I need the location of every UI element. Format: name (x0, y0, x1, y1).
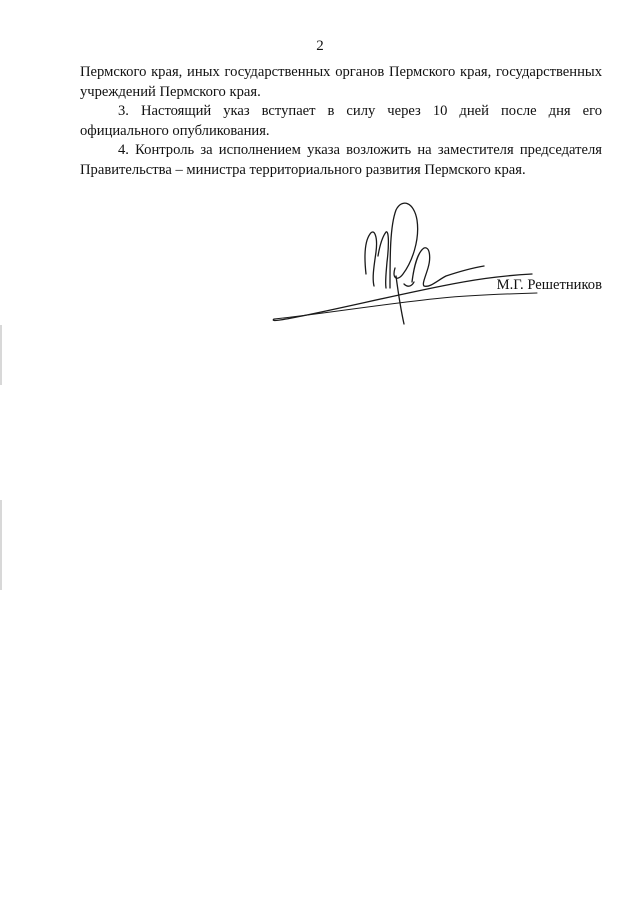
scan-edge-mark (0, 500, 2, 590)
paragraph-continuation: Пермского края, иных государственных органов Пермского края, государственных учреждений Пермского края. (80, 64, 602, 100)
document-body (80, 63, 602, 181)
scan-edge-mark (0, 325, 2, 385)
page-number: 2 (316, 38, 324, 54)
signer-name: М.Г. Решетников (496, 277, 602, 293)
paragraph-3: 3. Настоящий указ вступает в силу через 10 дней после дня его официального опубликования. (80, 103, 602, 139)
handwritten-signature-icon (262, 196, 542, 326)
paragraph-4: 4. Контроль за исполнением указа возложить на заместителя председателя Правительства – министра территориального развития Пермского края. (80, 142, 602, 178)
